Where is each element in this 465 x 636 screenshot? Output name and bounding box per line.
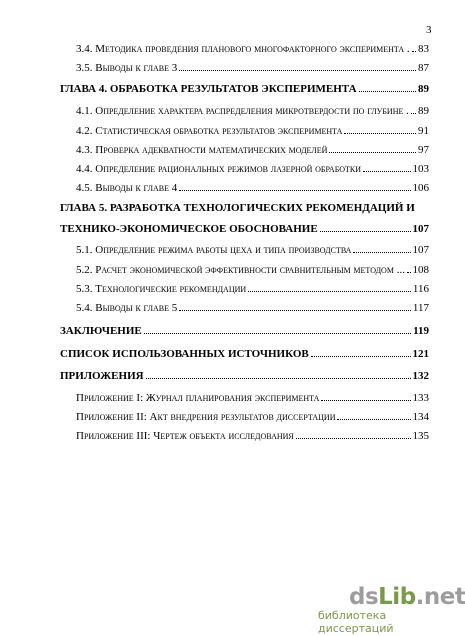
leader-dots — [146, 369, 411, 379]
toc-entry-title: 4.1. Определение характера распределения микротвердости по глубине . — [76, 105, 409, 117]
toc-entry-5-2[interactable] — [76, 263, 429, 277]
toc-entry-4-2[interactable] — [76, 124, 429, 138]
logo-part-net: .net — [415, 584, 465, 610]
leader-dots — [363, 162, 410, 172]
toc-entry-3-5[interactable] — [76, 61, 429, 75]
leader-dots — [179, 181, 410, 191]
toc-entry-page: 97 — [418, 144, 429, 156]
toc-entry-4-4[interactable] — [76, 162, 429, 176]
toc-entry-page: 107 — [412, 244, 429, 256]
toc-entry-page: 108 — [412, 264, 429, 276]
toc-entry-page: 91 — [418, 125, 429, 137]
leader-dots — [359, 82, 416, 92]
toc-entry-title: 4.2. Статистическая обработка результатов эксперимента — [76, 125, 343, 137]
toc-entry-title: Приложение I: Журнал планирования эксперимента — [76, 392, 320, 404]
toc-entry-title: 5.3. Технологические рекомендации — [76, 283, 247, 295]
toc-appendices[interactable] — [60, 369, 429, 383]
toc-entry-title: СПИСОК ИСПОЛЬЗОВАННЫХ ИСТОЧНИКОВ — [60, 348, 309, 360]
leader-dots — [179, 61, 416, 71]
leader-dots — [320, 222, 411, 232]
toc-entry-5-1[interactable] — [76, 243, 429, 257]
leader-dots — [179, 301, 411, 311]
toc-entry-page: 106 — [412, 182, 429, 194]
toc-entry-title: 3.5. Выводы к главе 3 — [76, 62, 178, 74]
toc-conclusion[interactable] — [60, 324, 429, 338]
toc-entry-title: 5.2. Расчет экономической эффективности сравнительным методом ... — [76, 264, 405, 276]
leader-dots — [296, 429, 411, 439]
toc-entry-title: 5.4. Выводы к главе 5 — [76, 302, 178, 314]
toc-entry-title: Приложение III: Чертеж объекта исследования — [76, 430, 294, 442]
toc-entry-page: 89 — [418, 105, 429, 117]
toc-references[interactable] — [60, 347, 429, 361]
toc-entry-page: 87 — [418, 62, 429, 74]
leader-dots — [407, 263, 411, 273]
toc-entry-title: ТЕХНИКО-ЭКОНОМИЧЕСКОЕ ОБОСНОВАНИЕ — [60, 223, 318, 235]
toc-entry-4-5[interactable] — [76, 181, 429, 195]
toc-entry-page: 116 — [412, 283, 429, 295]
toc-entry-page: 119 — [413, 325, 429, 337]
toc-entry-title: ЗАКЛЮЧЕНИЕ — [60, 325, 142, 337]
toc-entry-title: 3.4. Методика проведения планового многофакторного эксперимента . — [76, 43, 410, 55]
leader-dots — [248, 282, 411, 292]
leader-dots — [311, 347, 411, 357]
toc-entry-5-3[interactable] — [76, 282, 429, 296]
toc-entry-title: Приложение II: Акт внедрения результатов диссертации — [76, 411, 336, 423]
toc-entry-title: 5.1. Определение режима работы цеха и типа производства — [76, 244, 352, 256]
toc-entry-title: 4.4. Определение рациональных режимов лазерной обработки — [76, 163, 362, 175]
leader-dots — [411, 104, 416, 114]
toc-entry-page: 135 — [412, 430, 429, 442]
toc-entry-page: 132 — [412, 370, 429, 382]
leader-dots — [329, 143, 416, 153]
toc-entry-page: 121 — [412, 348, 429, 360]
toc-entry-title: ПРИЛОЖЕНИЯ — [60, 370, 144, 382]
toc-entry-title: ГЛАВА 4. ОБРАБОТКА РЕЗУЛЬТАТОВ ЭКСПЕРИМЕНТА — [60, 83, 357, 95]
leader-dots — [144, 324, 411, 334]
watermark-subtitle: библиотека диссертаций — [318, 609, 394, 635]
page-number: 3 — [426, 24, 432, 36]
toc-entry-4-1[interactable] — [76, 104, 429, 118]
toc-entry-page: 89 — [418, 83, 429, 95]
toc-entry-page: 117 — [412, 302, 429, 314]
toc-entry-4-3[interactable] — [76, 143, 429, 157]
toc-entry-3-4[interactable] — [76, 42, 429, 56]
leader-dots — [344, 124, 416, 134]
toc-chapter-5[interactable] — [60, 222, 429, 236]
leader-dots — [412, 42, 416, 52]
toc-entry-title: 4.5. Выводы к главе 4 — [76, 182, 178, 194]
toc-entry-page: 83 — [418, 43, 429, 55]
leader-dots — [337, 410, 410, 420]
toc-entry-title: 4.3. Проверка адекватности математических моделей — [76, 144, 328, 156]
dslib-logo[interactable] — [349, 584, 465, 610]
logo-part-ds: ds — [349, 584, 379, 610]
toc-entry-page: 134 — [412, 411, 429, 423]
toc-entry-page: 107 — [412, 223, 429, 235]
logo-part-lib: Lib — [378, 584, 416, 610]
leader-dots — [353, 243, 410, 253]
toc-entry-page: 133 — [412, 392, 429, 404]
toc-chapter-4[interactable] — [60, 82, 429, 96]
toc-entry-5-4[interactable] — [76, 301, 429, 315]
toc-appendix-3[interactable] — [76, 429, 429, 443]
toc-appendix-2[interactable] — [76, 410, 429, 424]
leader-dots — [321, 391, 410, 401]
toc-entry-page: 103 — [412, 163, 429, 175]
toc-chapter-5-line1[interactable]: ГЛАВА 5. РАЗРАБОТКА ТЕХНОЛОГИЧЕСКИХ РЕКОМЕНДАЦИЙ И — [60, 202, 415, 214]
toc-appendix-1[interactable] — [76, 391, 429, 405]
